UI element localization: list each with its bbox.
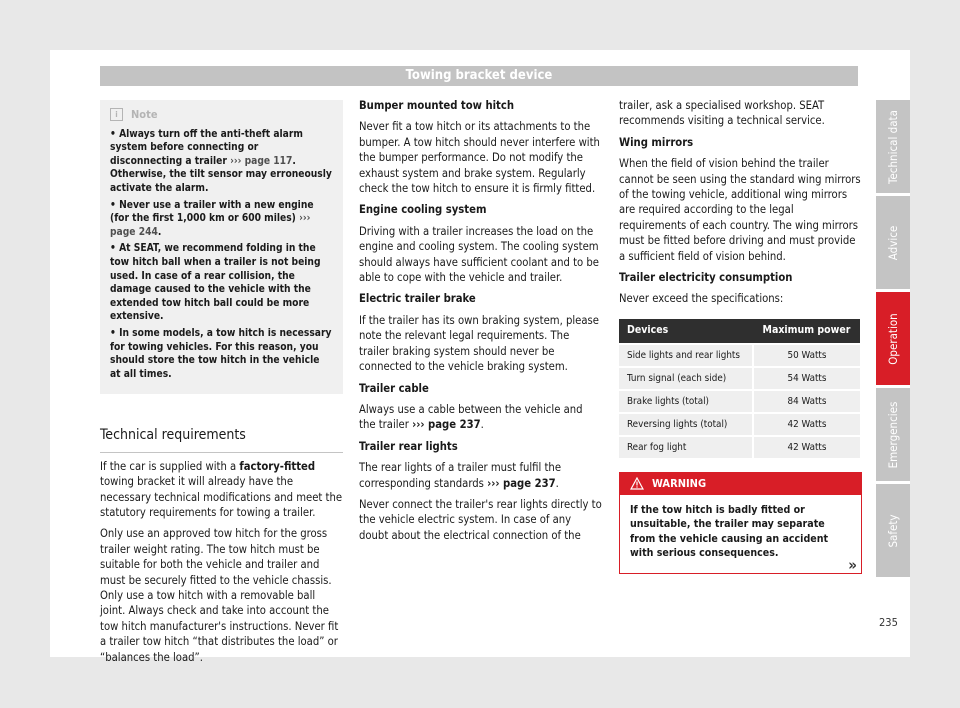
table-header-row	[619, 319, 860, 344]
subheading: Trailer cable	[359, 381, 429, 395]
page-link[interactable]: ››› page 244	[110, 213, 311, 238]
paragraph: Only use an approved tow hitch for the gross trailer weight rating. The tow hitch must be suitable for both the vehicle and trailer and must be securely fitted to the vehicle chassis. Only use a tow hitch with a removable ball joint. Always check and take into account the tow hitch manufacturer's instructions. Never fit a trailer tow hitch “that distributes the load” or “balances the load”.	[100, 527, 339, 664]
warning-triangle-icon	[630, 477, 644, 490]
subheading: Trailer rear lights	[359, 439, 458, 453]
page-link[interactable]: ››› page 117	[230, 155, 293, 167]
page-link[interactable]: ››› page 237	[487, 476, 556, 490]
subheading: Electric trailer brake	[359, 292, 476, 306]
warning-box	[619, 472, 862, 574]
paragraph: When the field of vision behind the trailer cannot be seen using the standard wing mirrors of the towing vehicle, additional wing mirrors are required according to the legal requirements of each country. The wing mirrors must be fitted before driving and must provide a sufficient field of vision behind.	[619, 157, 861, 263]
column-2	[359, 98, 602, 549]
subheading: Engine cooling system	[359, 203, 487, 217]
table-cell: Rear fog light	[619, 436, 753, 458]
note-item: • Never use a trailer with a new engine (for the first 1,000 km or 600 miles) ››› page 244.	[110, 199, 314, 238]
table-cell: Reversing lights (total)	[619, 413, 753, 436]
table-row	[619, 436, 860, 458]
tab-emergencies[interactable]: Emergencies	[876, 388, 910, 481]
column-3	[619, 98, 862, 574]
paragraph: If the car is supplied with a factory-fitted towing bracket it will already have the necessary technical modifications and meet the statutory requirements for towing a trailer.	[100, 459, 343, 519]
table-cell: 50 Watts	[753, 344, 860, 367]
note-item: • In some models, a tow hitch is necessary for towing vehicles. For this reason, you should store the tow hitch in the vehicle at all times.	[110, 327, 332, 380]
continue-arrow-icon: »	[848, 556, 857, 575]
column-header: Maximum power	[753, 319, 860, 344]
column-1	[100, 100, 343, 671]
warning-label: WARNING	[652, 477, 707, 491]
page-header: Towing bracket device	[100, 66, 858, 86]
page-link[interactable]: ››› page 237	[412, 418, 481, 432]
warning-body	[620, 495, 861, 573]
table-row	[619, 367, 860, 390]
tab-safety[interactable]: Safety	[876, 484, 910, 577]
table-cell: 42 Watts	[753, 413, 860, 436]
tab-operation[interactable]: Operation	[876, 292, 910, 385]
note-item: • At SEAT, we recommend folding in the tow hitch ball when a trailer is not being used. In case of a rear collision, the damage caused to the vehicle with the extended tow hitch ball could be more extensive.	[110, 243, 321, 323]
warning-text: If the tow hitch is badly fitted or unsuitable, the trailer may separate from the vehicle causing an accident with serious consequences.	[630, 503, 829, 560]
paragraph: Never connect the trailer's rear lights directly to the vehicle electric system. In case of any doubt about the electrical connection of the	[359, 497, 602, 542]
table-cell: Turn signal (each side)	[619, 367, 753, 390]
info-icon: i	[110, 108, 123, 121]
note-header	[110, 108, 333, 122]
tab-advice[interactable]: Advice	[876, 196, 910, 289]
chapter-tabs	[876, 100, 910, 580]
page-number: 235	[879, 616, 898, 629]
paragraph: Never fit a tow hitch or its attachments to the bumper. A tow hitch should never interfere with the bumper performance. Do not modify the exhaust system and brake system. Regularly check the tow hitch to ensure it is firmly fitted.	[359, 120, 600, 196]
table-cell: 42 Watts	[753, 436, 860, 458]
note-box	[100, 100, 343, 394]
specifications-table	[619, 319, 860, 458]
table-cell: 84 Watts	[753, 390, 860, 413]
table-cell: 54 Watts	[753, 367, 860, 390]
table-row	[619, 344, 860, 367]
paragraph: If the trailer has its own braking system, please note the relevant legal requirements. The trailer braking system should never be connected to the vehicle braking system.	[359, 313, 599, 374]
note-item: • Always turn off the anti-theft alarm system before connecting or disconnecting a trailer ››› page 117. Otherwise, the tilt sensor may erroneously activate the alarm.	[110, 128, 332, 194]
paragraph: Never exceed the specifications:	[619, 292, 784, 306]
paragraph: Always use a cable between the vehicle and the trailer ››› page 237.	[359, 402, 583, 432]
paragraph: Driving with a trailer increases the load on the engine and cooling system. The cooling system should always have sufficient coolant and to be able to cope with the vehicle and trailer.	[359, 224, 599, 285]
table-cell: Brake lights (total)	[619, 390, 753, 413]
section-title: Technical requirements	[100, 428, 343, 452]
subheading: Bumper mounted tow hitch	[359, 99, 514, 112]
subheading: Wing mirrors	[619, 135, 694, 149]
table-cell: Side lights and rear lights	[619, 344, 753, 367]
table-row	[619, 413, 860, 436]
paragraph: The rear lights of a trailer must fulfil the corresponding standards ››› page 237.	[359, 461, 562, 490]
tab-technical-data[interactable]: Technical data	[876, 100, 910, 193]
paragraph: trailer, ask a specialised workshop. SEAT recommends visiting a technical service.	[619, 99, 825, 128]
note-label: Note	[131, 108, 158, 121]
subheading: Trailer electricity consumption	[619, 271, 793, 285]
warning-header	[620, 473, 861, 495]
column-header: Devices	[619, 319, 753, 344]
table-row	[619, 390, 860, 413]
